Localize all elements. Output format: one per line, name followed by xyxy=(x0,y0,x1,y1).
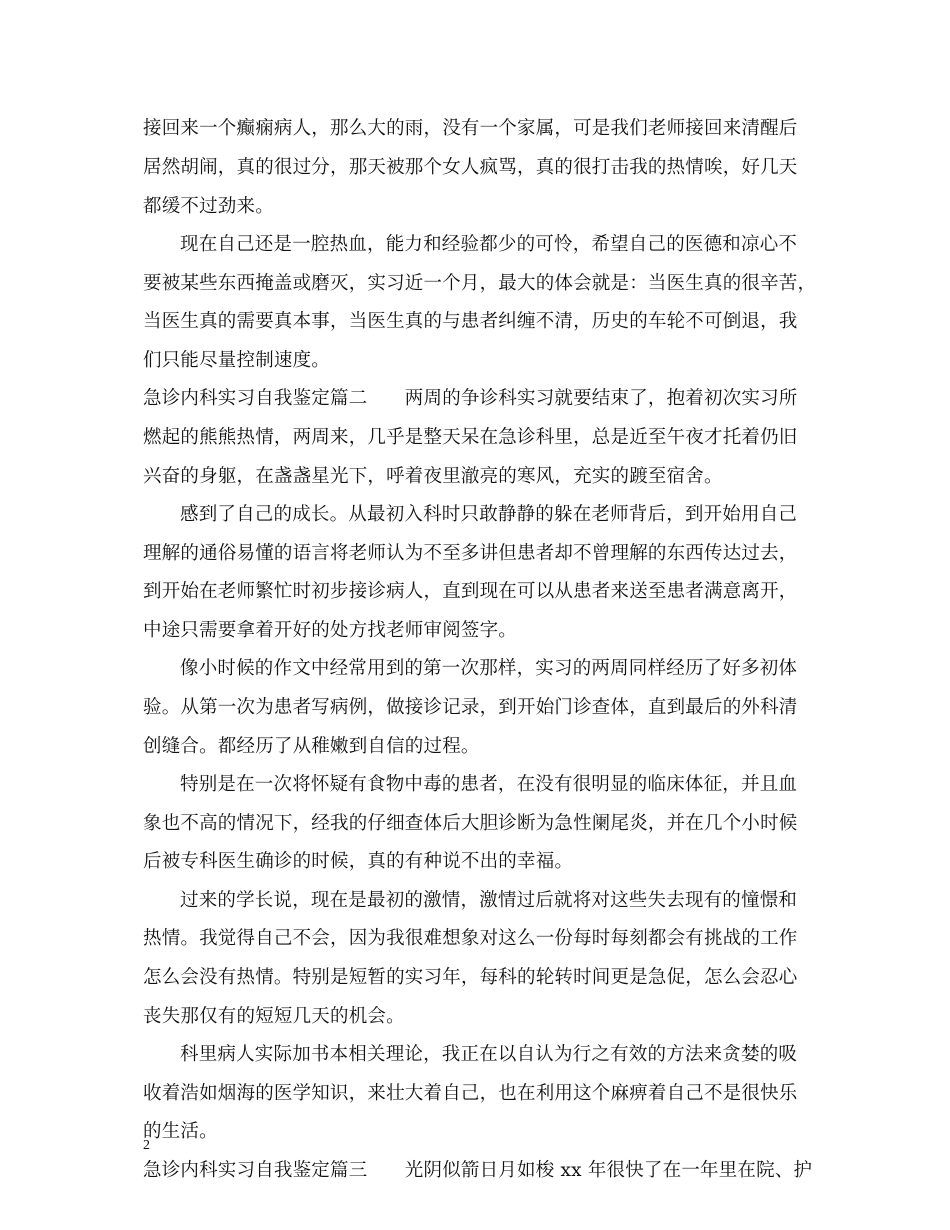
text-line: 居然胡闹，真的很过分，那天被那个女人疯骂，真的很打击我的热情唉，好几天 xyxy=(143,157,798,178)
text-line: 收着浩如烟海的医学知识，来壮大着自己，也在利用这个麻痹着自己不是很快乐 xyxy=(143,1083,798,1104)
text-line: 科里病人实际加书本相关理论，我正在以自认为行之有效的方法来贪婪的吸 xyxy=(180,1044,798,1065)
text-line: 理解的通俗易懂的语言将老师认为不至多讲但患者却不曾理解的东西传达过去， xyxy=(143,543,798,564)
text-line: 特别是在一次将怀疑有食物中毒的患者，在没有很明显的临床体征，并且血 xyxy=(180,774,798,795)
text-line: 热情。我觉得自己不会，因为我很难想象对这么一份每时每刻都会有挑战的工作 xyxy=(143,928,798,949)
text-line: 怎么会没有热情。特别是短暂的实习年，每科的轮转时间更是急促，怎么会忍心 xyxy=(143,967,798,988)
page-number: 2 xyxy=(143,1138,150,1153)
text-line: 验。从第一次为患者写病例，做接诊记录，到开始门诊查体，直到最后的外科清 xyxy=(143,697,798,718)
text-line: 过来的学长说，现在是最初的激情，激情过后就将对这些失去现有的憧憬和 xyxy=(180,890,798,911)
section-heading-line: 急诊内科实习自我鉴定篇三 光阴似箭日月如梭 xx 年很快了在一年里在院、护 xyxy=(143,1160,813,1181)
text-line: 象也不高的情况下，经我的仔细查体后大胆诊断为急性阑尾炎，并在几个小时候 xyxy=(143,813,798,834)
text-line: 丧失那仅有的短短几天的机会。 xyxy=(143,1006,405,1027)
text-line: 们只能尽量控制速度。 xyxy=(143,350,331,371)
text-line: 都缓不过劲来。 xyxy=(143,196,274,217)
section-heading-line: 急诊内科实习自我鉴定篇二 两周的争诊科实习就要结束了，抱着初次实习所 xyxy=(143,388,798,409)
text-line: 燃起的熊熊热情，两周来，几乎是整天呆在急诊科里，总是近至午夜才托着仍旧 xyxy=(143,427,798,448)
text-line: 现在自己还是一腔热血，能力和经验都少的可怜，希望自己的医德和凉心不 xyxy=(180,234,798,255)
text-line: 到开始在老师繁忙时初步接诊病人，直到现在可以从患者来送至患者满意离开， xyxy=(143,581,798,602)
text-line: 接回来一个癫痫病人，那么大的雨，没有一个家属，可是我们老师接回来清醒后 xyxy=(143,118,798,139)
text-line: 创缝合。都经历了从稚嫩到自信的过程。 xyxy=(143,736,480,757)
text-line: 的生活。 xyxy=(143,1121,218,1142)
text-line: 兴奋的身躯，在盏盏星光下，呼着夜里澈亮的寒风，充实的踱至宿舍。 xyxy=(143,466,723,487)
text-line: 当医生真的需要真本事，当医生真的与患者纠缠不清，历史的车轮不可倒退，我 xyxy=(143,311,798,332)
text-line: 感到了自己的成长。从最初入科时只敢静静的躲在老师背后，到开始用自己 xyxy=(180,504,798,525)
text-line: 要被某些东西掩盖或磨灭，实习近一个月，最大的体会就是：当医生真的很辛苦， xyxy=(143,273,817,294)
text-line: 中途只需要拿着开好的处方找老师审阅签字。 xyxy=(143,620,518,641)
text-line: 后被专科医生确诊的时候，真的有种说不出的幸福。 xyxy=(143,851,574,872)
text-line: 像小时候的作文中经常用到的第一次那样，实习的两周同样经历了好多初体 xyxy=(180,658,798,679)
